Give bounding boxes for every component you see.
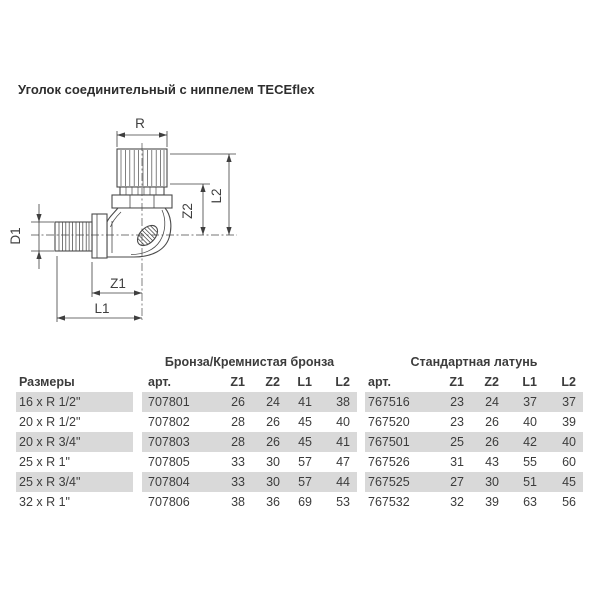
header-art-bronze: арт. <box>148 375 171 389</box>
elbow-body <box>107 208 171 257</box>
cell-l2: 53 <box>336 495 350 509</box>
cell-l2: 37 <box>562 395 576 409</box>
cell-l1: 69 <box>298 495 312 509</box>
cell-l1: 55 <box>523 455 537 469</box>
cell-z2: 30 <box>266 455 280 469</box>
cell-art: 767525 <box>368 475 410 489</box>
collar-flange <box>92 214 107 258</box>
cell-l1: 45 <box>298 435 312 449</box>
cell-art: 767516 <box>368 395 410 409</box>
cell-size: 32 x R 1" <box>19 495 70 509</box>
cell-art: 767532 <box>368 495 410 509</box>
cell-l2: 39 <box>562 415 576 429</box>
header-l1-bronze: L1 <box>297 375 312 389</box>
spec-table <box>16 352 584 512</box>
cell-z2: 26 <box>266 435 280 449</box>
table-row <box>16 472 584 492</box>
cell-z2: 24 <box>266 395 280 409</box>
dim-label-l1: L1 <box>94 301 110 316</box>
cell-z1: 38 <box>231 495 245 509</box>
cell-z1: 28 <box>231 415 245 429</box>
cell-l2: 41 <box>336 435 350 449</box>
header-l2-bronze: L2 <box>335 375 350 389</box>
cell-art: 707805 <box>148 455 190 469</box>
cell-z1: 23 <box>450 395 464 409</box>
header-l1-brass: L1 <box>522 375 537 389</box>
dim-L1 <box>57 256 142 322</box>
cell-l2: 40 <box>336 415 350 429</box>
cell-l2: 47 <box>336 455 350 469</box>
table-row <box>16 412 584 432</box>
cell-z2: 36 <box>266 495 280 509</box>
header-z2-brass: Z2 <box>484 375 499 389</box>
cell-size: 16 x R 1/2" <box>16 392 133 412</box>
cell-l1: 51 <box>523 475 537 489</box>
cell-art: 707806 <box>148 495 190 509</box>
dim-label-z2: Z2 <box>180 203 195 219</box>
cell-l1: 57 <box>298 475 312 489</box>
cell-l2: 45 <box>562 475 576 489</box>
cell-l1: 63 <box>523 495 537 509</box>
cell-size: 20 x R 1/2" <box>19 415 81 429</box>
cell-art: 707804 <box>148 475 190 489</box>
cell-l1: 42 <box>523 435 537 449</box>
dim-label-l2: L2 <box>209 188 224 204</box>
cell-art: 707801 <box>148 395 190 409</box>
cell-size: 20 x R 3/4" <box>16 432 133 452</box>
page-title: Уголок соединительный с ниппелем TECEflex <box>18 82 315 97</box>
group-title-brass: Стандартная латунь <box>410 355 538 369</box>
cell-l2: 56 <box>562 495 576 509</box>
cell-z1: 32 <box>450 495 464 509</box>
cell-size: 25 x R 1" <box>19 455 70 469</box>
table-row <box>16 452 584 472</box>
column-header-row <box>16 372 584 392</box>
table-row <box>16 432 584 452</box>
cell-l1: 45 <box>298 415 312 429</box>
cell-l2: 40 <box>562 435 576 449</box>
cell-l1: 37 <box>523 395 537 409</box>
table-row <box>16 492 584 512</box>
group-title-bronze: Бронза/Кремнистая бронза <box>164 355 335 369</box>
cell-z2: 26 <box>485 435 499 449</box>
cell-l1: 41 <box>298 395 312 409</box>
dim-Z1 <box>92 262 142 297</box>
cell-z2: 39 <box>485 495 499 509</box>
dim-label-r: R <box>135 116 145 131</box>
cell-art: 707802 <box>148 415 190 429</box>
table-row <box>16 392 584 412</box>
cell-l2: 44 <box>336 475 350 489</box>
dim-R <box>117 116 167 147</box>
group-header-row <box>16 352 584 372</box>
cell-art: 767526 <box>368 455 410 469</box>
cell-z1: 31 <box>450 455 464 469</box>
cell-art: 767501 <box>368 435 410 449</box>
cell-art: 707803 <box>148 435 190 449</box>
cell-z2: 24 <box>485 395 499 409</box>
cell-art: 767520 <box>368 415 410 429</box>
header-z2-bronze: Z2 <box>265 375 280 389</box>
cell-l1: 57 <box>298 455 312 469</box>
cell-z1: 33 <box>231 475 245 489</box>
cell-z2: 43 <box>485 455 499 469</box>
cell-z1: 33 <box>231 455 245 469</box>
barb-nipple <box>55 222 92 251</box>
cell-l2: 38 <box>336 395 350 409</box>
cell-size: 25 x R 3/4" <box>16 472 133 492</box>
cell-z1: 27 <box>450 475 464 489</box>
header-art-brass: арт. <box>368 375 391 389</box>
cell-z2: 30 <box>485 475 499 489</box>
cell-z1: 26 <box>231 395 245 409</box>
cell-z1: 28 <box>231 435 245 449</box>
cell-l2: 60 <box>562 455 576 469</box>
dim-Z2 <box>170 184 210 235</box>
header-sizes: Размеры <box>19 375 75 389</box>
cell-z2: 26 <box>485 415 499 429</box>
cell-z2: 30 <box>266 475 280 489</box>
cell-l1: 40 <box>523 415 537 429</box>
dim-label-z1: Z1 <box>110 276 126 291</box>
header-z1-brass: Z1 <box>449 375 464 389</box>
dim-label-d1: D1 <box>8 227 23 245</box>
header-z1-bronze: Z1 <box>230 375 245 389</box>
cell-z2: 26 <box>266 415 280 429</box>
cell-z1: 25 <box>450 435 464 449</box>
dim-D1 <box>8 204 54 269</box>
header-l2-brass: L2 <box>561 375 576 389</box>
cell-z1: 23 <box>450 415 464 429</box>
